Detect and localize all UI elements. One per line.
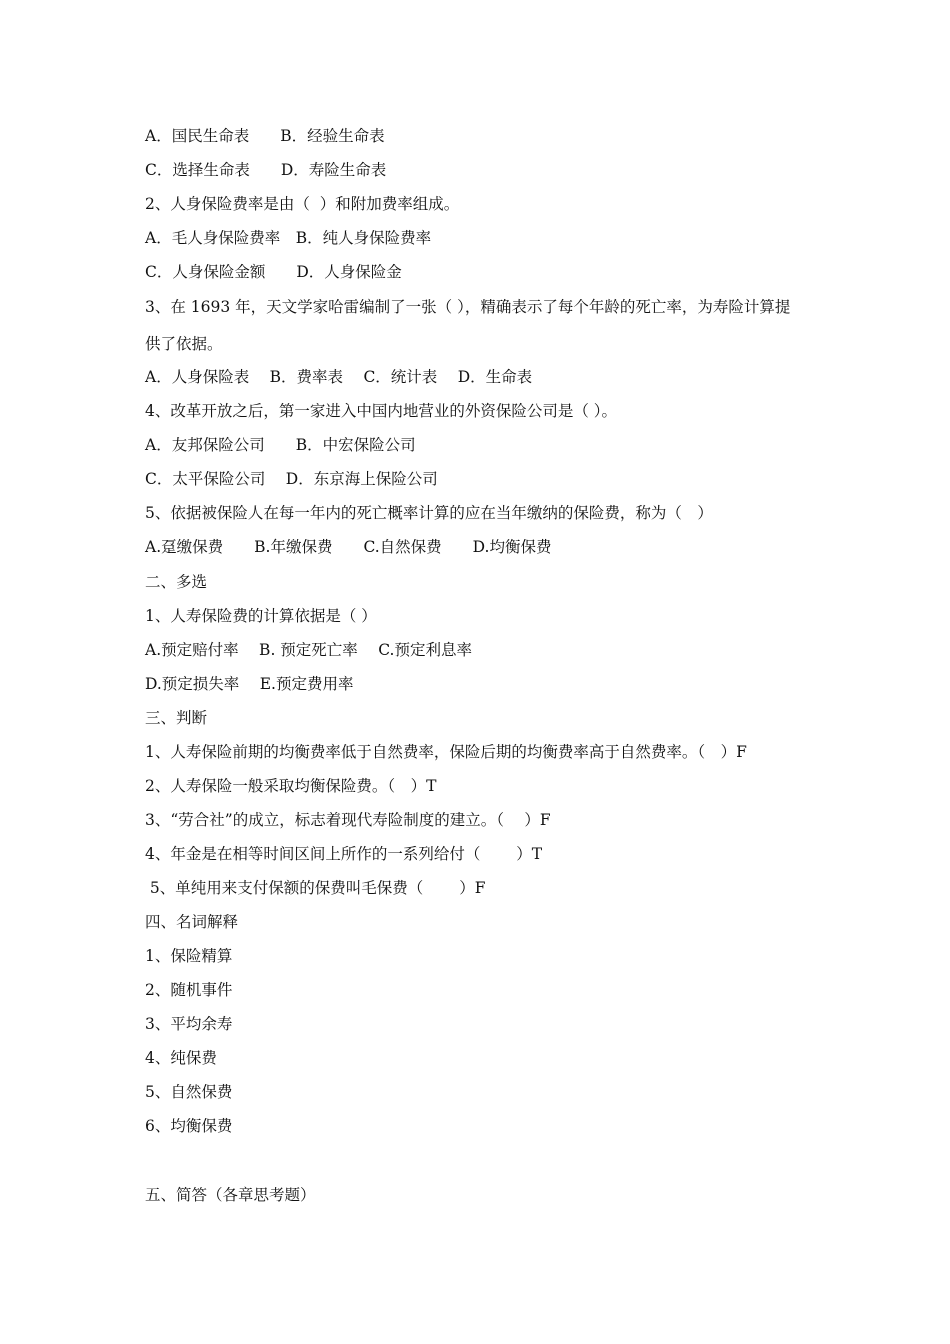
q2-options-cd: C．人身保险金额 D．人身保险金 (145, 263, 402, 281)
section-term-definitions: 四、名词解释 (145, 913, 239, 931)
q4-question: 4、改革开放之后，第一家进入中国内地营业的外资保险公司是（ ）。 (145, 402, 618, 420)
term-2: 2、随机事件 (145, 981, 233, 999)
q4-options-cd: C．太平保险公司 D．东京海上保险公司 (145, 470, 438, 488)
section-true-false: 三、判断 (145, 709, 208, 727)
q3-question-cont: 供了依据。 (145, 335, 223, 353)
tf1: 1、人寿保险前期的均衡费率低于自然费率，保险后期的均衡费率高于自然费率。（ ）F (145, 743, 747, 761)
term-3: 3、平均余寿 (145, 1015, 233, 1033)
q2-question: 2、人身保险费率是由（ ）和附加费率组成。 (145, 195, 460, 213)
tf4: 4、年金是在相等时间区间上所作的一系列给付（ ）T (145, 845, 543, 863)
term-4: 4、纯保费 (145, 1049, 217, 1067)
section-short-answer: 五、简答（各章思考题） (145, 1186, 316, 1204)
q2-options-ab: A．毛人身保险费率 B．纯人身保险费率 (145, 229, 432, 247)
mc1-options-de: D.预定损失率 E.预定费用率 (145, 675, 354, 693)
q1-options-ab: A．国民生命表 B．经验生命表 (145, 127, 385, 145)
mc1-question: 1、人寿保险费的计算依据是（ ） (145, 607, 377, 625)
q1-options-cd: C．选择生命表 D．寿险生命表 (145, 161, 387, 179)
tf3: 3、“劳合社”的成立，标志着现代寿险制度的建立。（ ）F (145, 811, 551, 829)
q3-options: A．人身保险表 B．费率表 C．统计表 D．生命表 (145, 368, 533, 386)
q5-question: 5、依据被保险人在每一年内的死亡概率计算的应在当年缴纳的保险费，称为（ ） (145, 504, 713, 522)
term-5: 5、自然保费 (145, 1083, 233, 1101)
q3-question: 3、在 1693 年，天文学家哈雷编制了一张（ ），精确表示了每个年龄的死亡率，为寿险计算提 (145, 298, 791, 316)
q4-options-ab: A．友邦保险公司 B．中宏保险公司 (145, 436, 416, 454)
term-6: 6、均衡保费 (145, 1117, 233, 1135)
tf5: 5、单纯用来支付保额的保费叫毛保费（ ）F (145, 879, 486, 897)
mc1-options-abc: A.预定赔付率 B. 预定死亡率 C.预定利息率 (145, 641, 472, 659)
q5-options: A.趸缴保费 B.年缴保费 C.自然保费 D.均衡保费 (145, 538, 552, 556)
section-multiple-choice: 二、多选 (145, 573, 208, 591)
term-1: 1、保险精算 (145, 947, 233, 965)
tf2: 2、人寿保险一般采取均衡保险费。（ ）T (145, 777, 437, 795)
